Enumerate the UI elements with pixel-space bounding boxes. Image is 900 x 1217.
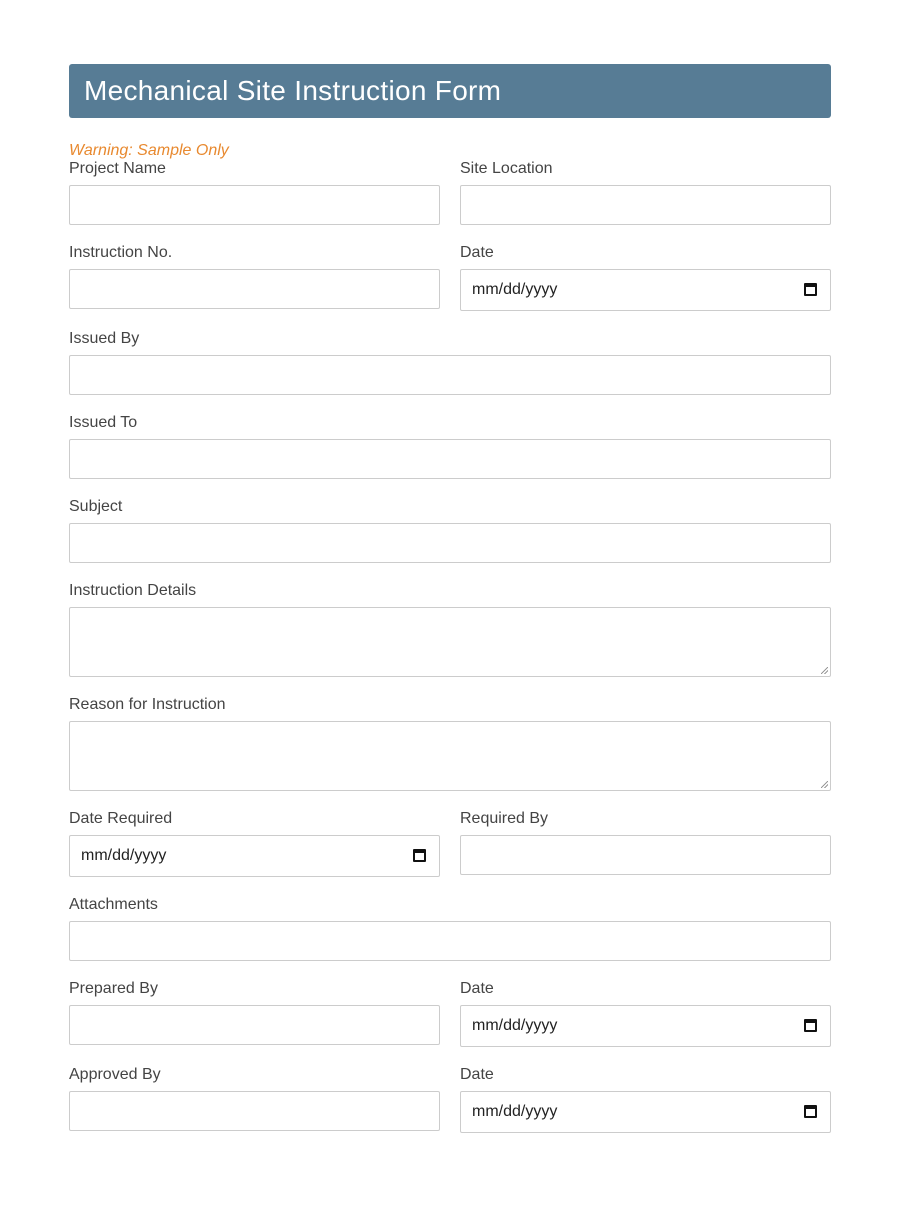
- page-title: Mechanical Site Instruction Form: [84, 75, 502, 106]
- prepared-date-label: Date: [460, 980, 494, 997]
- resize-grip-icon[interactable]: [821, 781, 828, 788]
- calendar-icon[interactable]: [804, 283, 817, 296]
- site-location-label: Site Location: [460, 160, 553, 177]
- date-placeholder: mm/dd/yyyy: [472, 281, 558, 298]
- date-required-input[interactable]: [69, 835, 440, 877]
- project-name-input[interactable]: [69, 185, 440, 225]
- date-placeholder: mm/dd/yyyy: [81, 847, 167, 864]
- calendar-icon[interactable]: [413, 849, 426, 862]
- instruction-no-label: Instruction No.: [69, 244, 173, 261]
- issued-by-label: Issued By: [69, 330, 140, 347]
- prepared-by-label: Prepared By: [69, 980, 158, 997]
- date-required-label: Date Required: [69, 810, 173, 827]
- resize-grip-icon[interactable]: [821, 667, 828, 674]
- issued-to-input[interactable]: [69, 439, 831, 479]
- instruction-no-input[interactable]: [69, 269, 440, 309]
- project-name-label: Project Name: [69, 160, 166, 177]
- issued-to-label: Issued To: [69, 414, 138, 431]
- approved-by-input[interactable]: [69, 1091, 440, 1131]
- prepared-date-input[interactable]: [460, 1005, 831, 1047]
- approved-by-label: Approved By: [69, 1066, 161, 1083]
- title-bar: [69, 64, 831, 118]
- date-placeholder: mm/dd/yyyy: [472, 1103, 558, 1120]
- date-placeholder: mm/dd/yyyy: [472, 1017, 558, 1034]
- attachments-input[interactable]: [69, 921, 831, 961]
- subject-label: Subject: [69, 498, 123, 515]
- sample-warning: Warning: Sample Only: [69, 142, 229, 159]
- required-by-label: Required By: [460, 810, 549, 827]
- calendar-icon[interactable]: [804, 1019, 817, 1032]
- required-by-input[interactable]: [460, 835, 831, 875]
- approved-date-input[interactable]: [460, 1091, 831, 1133]
- reason-textarea[interactable]: [69, 721, 831, 791]
- approved-date-label: Date: [460, 1066, 494, 1083]
- calendar-icon[interactable]: [804, 1105, 817, 1118]
- prepared-by-input[interactable]: [69, 1005, 440, 1045]
- site-location-input[interactable]: [460, 185, 831, 225]
- date-input[interactable]: [460, 269, 831, 311]
- issued-by-input[interactable]: [69, 355, 831, 395]
- instruction-details-textarea[interactable]: [69, 607, 831, 677]
- instruction-details-label: Instruction Details: [69, 582, 197, 599]
- date-label: Date: [460, 244, 494, 261]
- attachments-label: Attachments: [69, 896, 158, 913]
- reason-label: Reason for Instruction: [69, 696, 226, 713]
- subject-input[interactable]: [69, 523, 831, 563]
